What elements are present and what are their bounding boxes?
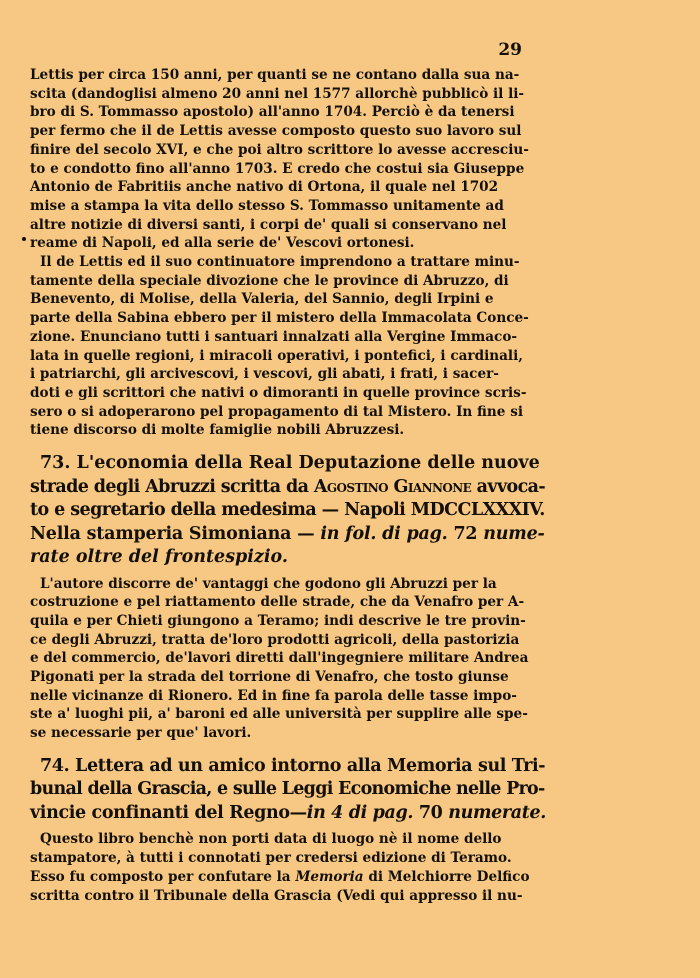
text-line: reame di Napoli, ed alla serie de' Vescovi ortonesi.	[30, 235, 415, 252]
entry-line: bunal della Grascia, e sulle Leggi Economiche nelle Pro-	[30, 779, 545, 800]
text-line: Antonio de Fabritiis anche nativo di Ortona, il quale nel 1702	[30, 179, 499, 196]
text-line: nelle vicinanze di Rionero. Ed in fine fa parola delle tasse impo-	[30, 687, 517, 704]
entry-73-body	[30, 575, 545, 743]
entry-line: 73. L'economia della Real Deputazione delle nuove	[40, 453, 540, 474]
page-count: 72	[447, 523, 484, 544]
body-text: di Melchiorre Delfico	[363, 868, 530, 885]
entry-line: rate oltre del frontespizio.	[30, 547, 288, 568]
text-line: ce degli Abruzzi, tratta de'loro prodotti agricoli, della pastorizia	[30, 631, 520, 648]
entry-text: vincie confinanti del Regno—	[30, 802, 307, 823]
text-line: lata in quelle regioni, i miracoli operativi, i pontefici, i cardinali,	[30, 347, 523, 364]
author-name: Agostino Giannone	[313, 476, 472, 497]
cited-title: Memoria	[295, 868, 364, 885]
text-line: sero o si adoperarono pel propagamento di tal Mistero. In fine si	[30, 403, 524, 420]
text-line	[30, 868, 545, 887]
entry-text: Nella stamperia Simoniana —	[30, 523, 321, 544]
text-line: Benevento, di Molise, della Valeria, del Sannio, degli Irpini e	[30, 291, 494, 308]
text-line: scritta contro il Tribunale della Grascia (Vedi qui appresso il nu-	[30, 887, 523, 904]
format-text: nume-	[483, 523, 545, 544]
entry-74-heading	[30, 755, 545, 826]
second-paragraph	[30, 253, 545, 440]
entry-line	[30, 802, 545, 826]
text-line: tiene discorso di molte famiglie nobili Abruzzesi.	[30, 422, 405, 439]
text-line: Questo libro benchè non porti data di luogo nè il nome dello	[40, 831, 502, 848]
entry-line: 74. Lettera ad un amico intorno alla Memoria sul Tri-	[40, 755, 546, 776]
ink-mark	[22, 237, 26, 241]
entry-74-body	[30, 830, 545, 905]
text-line: doti e gli scrittori che nativi o dimoranti in quelle province scris-	[30, 384, 527, 401]
text-line: stampatore, à tutti i connotati per credersi edizione di Teramo.	[30, 850, 512, 867]
text-line: i patriarchi, gli arcivescovi, i vescovi, gli abati, i frati, i sacer-	[30, 366, 499, 383]
text-line: costruzione e pel riattamento delle strade, che da Venafro per A-	[30, 594, 525, 611]
entry-line	[30, 523, 545, 547]
text-line: per fermo che il de Lettis avesse composto questo suo lavoro sul	[30, 123, 522, 140]
text-line: altre notizie di diversi santi, i corpi de' quali si conservano nel	[30, 216, 507, 233]
intro-paragraph	[30, 66, 545, 253]
entry-line: to e segretario della medesima — Napoli MDCCLXXXIV.	[30, 500, 545, 521]
text-line: Pigonati per la strada del torrione di Venafro, che tosto giunse	[30, 669, 509, 686]
page-body	[30, 66, 545, 905]
text-line: se necessarie per que' lavori.	[30, 725, 252, 742]
text-line: finire del secolo XVI, e che poi altro scrittore lo avesse accresciu-	[30, 141, 529, 158]
entry-text: avvoca-	[471, 476, 546, 497]
text-line: scita (dandoglisi almeno 20 anni nel 1577 allorchè pubblicò il li-	[30, 85, 525, 102]
text-line: e del commercio, de'lavori diretti dall'ingegniere militare Andrea	[30, 650, 529, 667]
body-text: Esso fu composto per confutare la	[30, 868, 296, 885]
text-line: zione. Enunciano tutti i santuari innalzati alla Vergine Immaco-	[30, 328, 518, 345]
text-line: parte della Sabina ebbero per il mistero della Immacolata Conce-	[30, 310, 529, 327]
format-text: in 4 di pag.	[306, 802, 414, 823]
format-text: in fol. di pag.	[320, 523, 448, 544]
format-text: numerate.	[448, 802, 546, 823]
text-line: tamente della speciale divozione che le province di Abruzzo, di	[30, 272, 509, 289]
page-number: 29	[498, 40, 522, 60]
text-line: bro di S. Tommasso apostolo) all'anno 1704. Perciò è da tenersi	[30, 104, 515, 121]
text-line: to e condotto fino all'anno 1703. E credo che costui sia Giuseppe	[30, 160, 525, 177]
text-line: ste a' luoghi pii, a' baroni ed alle università per supplire alle spe-	[30, 706, 528, 723]
text-line: mise a stampa la vita dello stesso S. Tommasso unitamente ad	[30, 197, 504, 214]
entry-73-heading	[30, 452, 545, 570]
text-line: Il de Lettis ed il suo continuatore imprendono a trattare minu-	[40, 254, 520, 271]
entry-text: strade degli Abruzzi scritta da	[30, 476, 314, 497]
text-line: Lettis per circa 150 anni, per quanti se ne contano dalla sua na-	[30, 67, 520, 83]
entry-line	[30, 476, 545, 500]
page-count: 70	[413, 802, 449, 823]
text-line: quila e per Chieti giungono a Teramo; indi descrive le tre provin-	[30, 612, 526, 629]
text-line: L'autore discorre de' vantaggi che godono gli Abruzzi per la	[40, 575, 497, 592]
